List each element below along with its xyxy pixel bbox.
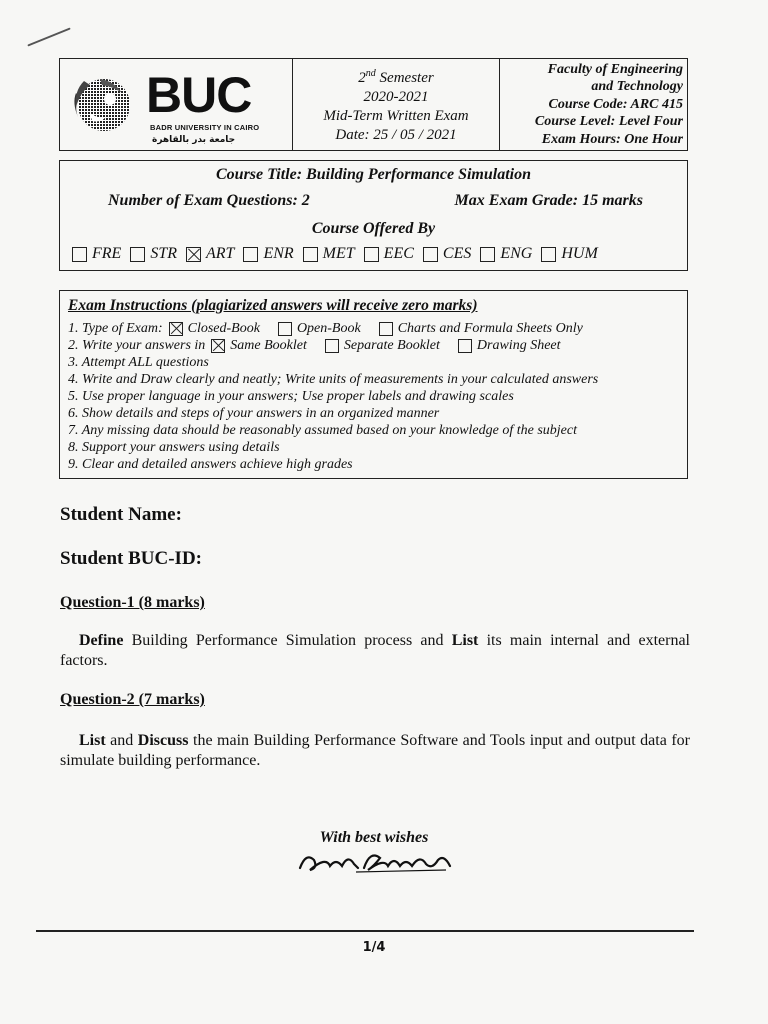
option-open-book[interactable] <box>278 320 361 337</box>
academic-year: 2020-2021 <box>363 89 429 105</box>
department-label: ENR <box>263 245 294 262</box>
pen-mark <box>27 27 70 46</box>
checkbox-icon[interactable] <box>423 247 438 262</box>
question-1-text: Define Building Performance Simulation process and List its main internal and external factors. <box>60 632 690 669</box>
semester: 2nd Semester <box>358 68 434 86</box>
checkbox-icon[interactable] <box>364 247 379 262</box>
department-label: ART <box>206 245 235 262</box>
instructions-list <box>68 320 598 473</box>
department-hum[interactable] <box>541 245 597 263</box>
instructions-heading: Exam Instructions (plagiarized answers will receive zero marks) <box>68 297 478 314</box>
faculty-line1: Faculty of Engineering <box>547 61 683 77</box>
department-label: FRE <box>92 245 122 262</box>
checkbox-icon[interactable] <box>72 247 87 262</box>
instruction-item: 6. Show details and steps of your answers in an organized manner <box>68 406 440 421</box>
instruction-item: 3. Attempt ALL questions <box>68 355 209 370</box>
option-drawing-sheet[interactable] <box>458 337 561 354</box>
logo-brand-text: BUC <box>146 67 252 123</box>
checkbox-icon[interactable] <box>243 247 258 262</box>
option-closed-book[interactable] <box>169 320 260 337</box>
checked-checkbox-icon[interactable] <box>211 339 225 353</box>
checkbox-icon[interactable] <box>458 339 472 353</box>
number-of-questions: Number of Exam Questions: 2 <box>108 192 310 209</box>
instruction-item: 9. Clear and detailed answers achieve high grades <box>68 457 353 472</box>
option-label: Open-Book <box>296 321 361 336</box>
course-meta <box>500 59 687 150</box>
department-fre[interactable] <box>72 245 121 263</box>
option-separate-booklet[interactable] <box>325 337 440 354</box>
exam-type: Mid-Term Written Exam <box>323 108 469 124</box>
department-label: HUM <box>561 245 598 262</box>
checkbox-icon[interactable] <box>541 247 556 262</box>
globe-icon <box>70 73 134 137</box>
exam-instructions-box <box>59 290 688 479</box>
question-1-heading: Question-1 (8 marks) <box>60 594 205 611</box>
logo-english-text: BADR UNIVERSITY IN CAIRO <box>150 123 260 132</box>
department-eng[interactable] <box>480 245 532 263</box>
option-label: Drawing Sheet <box>476 338 561 353</box>
closing-wishes: With best wishes <box>319 829 429 846</box>
question-2-heading: Question-2 (7 marks) <box>60 691 205 708</box>
faculty-line2: and Technology <box>591 79 683 95</box>
checkbox-icon[interactable] <box>379 322 393 336</box>
checkbox-icon[interactable] <box>278 322 292 336</box>
course-level: Course Level: Level Four <box>534 114 683 130</box>
exam-header <box>59 58 688 151</box>
university-logo <box>60 59 293 150</box>
department-ces[interactable] <box>423 245 471 263</box>
footer-divider <box>36 930 694 932</box>
max-grade: Max Exam Grade: 15 marks <box>454 192 643 209</box>
department-str[interactable] <box>130 245 177 263</box>
checked-checkbox-icon[interactable] <box>169 322 183 336</box>
question-2-text: List and Discuss the main Building Performance Software and Tools input and output data for simulate building performance. <box>60 732 690 769</box>
page-number: 1/4 <box>362 940 386 955</box>
course-info-box <box>59 160 688 271</box>
department-label: MET <box>322 245 355 262</box>
department-eec[interactable] <box>364 245 414 263</box>
option-label: Charts and Formula Sheets Only <box>397 321 583 336</box>
signature <box>296 848 456 876</box>
course-title: Course Title: Building Performance Simulation <box>216 166 531 183</box>
instruction-item: 5. Use proper language in your answers; Use proper labels and drawing scales <box>68 389 514 404</box>
logo-arabic-text: جامعة بدر بالقاهرة <box>152 135 236 145</box>
department-label: STR <box>150 245 177 262</box>
department-met[interactable] <box>303 245 355 263</box>
checked-checkbox-icon[interactable] <box>186 247 201 262</box>
exam-info <box>293 59 500 150</box>
student-name-label: Student Name: <box>60 504 182 525</box>
department-label: CES <box>442 245 472 262</box>
checkbox-icon[interactable] <box>303 247 318 262</box>
department-checkboxes <box>72 245 598 263</box>
instruction-answer-location: 2. Write your answers in Same Booklet Separate Booklet Drawing Sheet <box>68 338 561 353</box>
exam-hours: Exam Hours: One Hour <box>541 131 683 147</box>
instruction-item: 8. Support your answers using details <box>68 440 280 455</box>
department-label: EEC <box>383 245 414 262</box>
department-enr[interactable] <box>243 245 293 263</box>
course-code: Course Code: ARC 415 <box>548 96 683 112</box>
checkbox-icon[interactable] <box>325 339 339 353</box>
student-id-label: Student BUC-ID: <box>60 548 202 569</box>
checkbox-icon[interactable] <box>480 247 495 262</box>
instruction-exam-type: 1. Type of Exam: Closed-Book Open-Book Charts and Formula Sheets Only <box>68 321 583 336</box>
department-art[interactable] <box>186 245 234 263</box>
option-label: Same Booklet <box>230 338 307 353</box>
department-label: ENG <box>500 245 533 262</box>
option-charts-and-formula-sheets-only[interactable] <box>379 320 583 337</box>
option-label: Closed-Book <box>187 321 260 336</box>
offered-by-label: Course Offered By <box>311 220 436 237</box>
option-label: Separate Booklet <box>343 338 440 353</box>
instruction-item: 4. Write and Draw clearly and neatly; Write units of measurements in your calculated answers <box>68 372 599 387</box>
checkbox-icon[interactable] <box>130 247 145 262</box>
exam-date: Date: 25 / 05 / 2021 <box>335 127 457 143</box>
option-same-booklet[interactable] <box>211 337 307 354</box>
instruction-item: 7. Any missing data should be reasonably assumed based on your knowledge of the subject <box>68 423 577 438</box>
